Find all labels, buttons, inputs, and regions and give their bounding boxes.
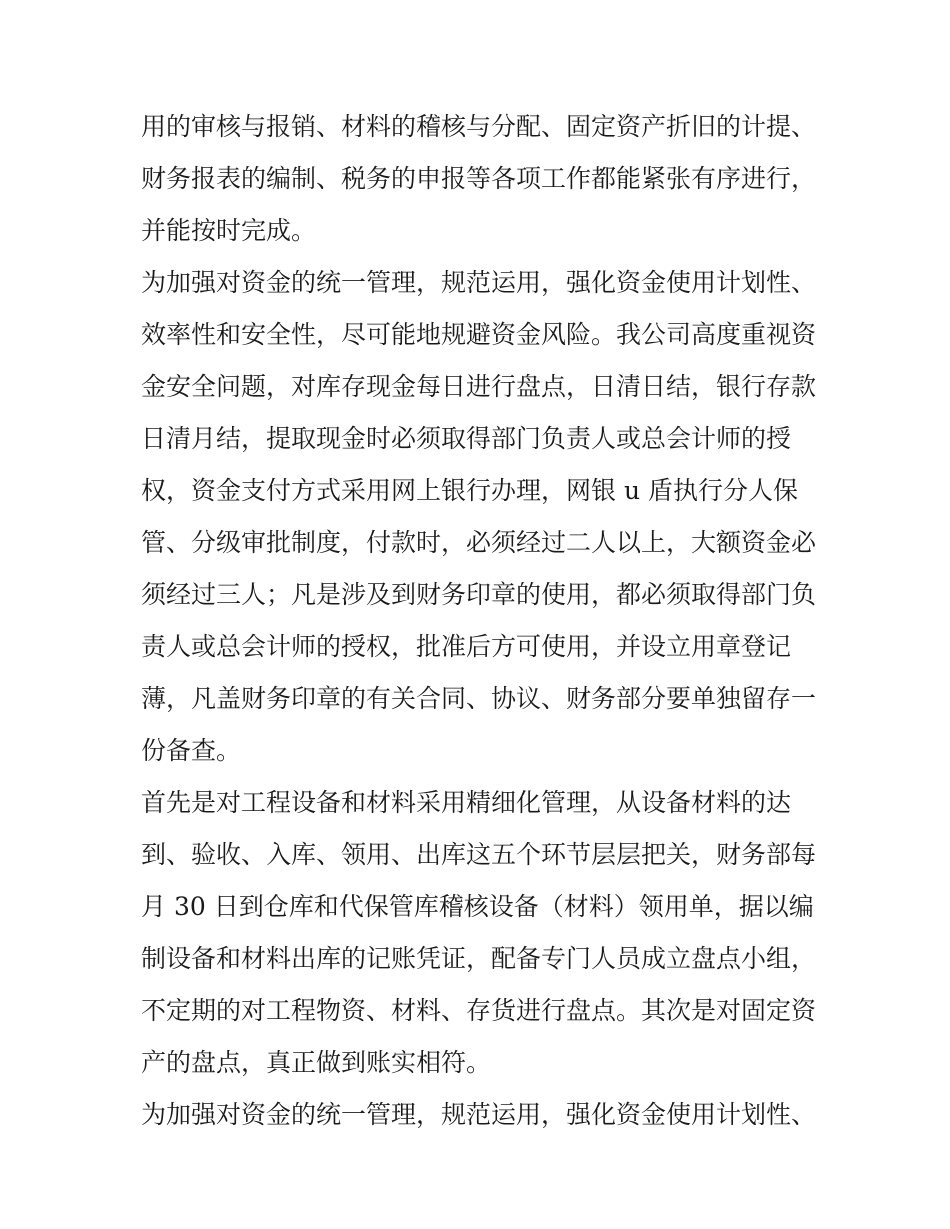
text-line: 份备查。 [141,736,242,765]
text-line: 到、验收、入库、领用、出库这五个环节层层把关，财务部每 [141,840,817,869]
text-line: 薄，凡盖财务印章的有关合同、协议、财务部分要单独留存一 [141,684,817,713]
text-line: 产的盘点，真正做到账实相符。 [141,1048,492,1077]
text-line: 并能按时完成。 [141,216,317,245]
text-line: 不定期的对工程物资、材料、存货进行盘点。其次是对固定资 [141,996,817,1025]
text-line: 财务报表的编制、税务的申报等各项工作都能紧张有序进行， [141,164,817,193]
text-line: 权，资金支付方式采用网上银行办理，网银 u 盾执行分人保 [141,476,798,505]
text-line: 金安全问题，对库存现金每日进行盘点，日清日结，银行存款 [141,372,817,401]
text-line: 管、分级审批制度，付款时，必须经过二人以上，大额资金必 [141,528,817,557]
text-line: 制设备和材料出库的记账凭证，配备专门人员成立盘点小组， [141,944,817,973]
text-line: 须经过三人；凡是涉及到财务印章的使用，都必须取得部门负 [141,580,817,609]
text-line: 用的审核与报销、材料的稽核与分配、固定资产折旧的计提、 [141,112,817,141]
text-line: 月 30 日到仓库和代保管库稽核设备（材料）领用单，据以编 [141,892,814,921]
text-line: 责人或总会计师的授权，批准后方可使用，并设立用章登记 [141,632,792,661]
text-line: 为加强对资金的统一管理，规范运用，强化资金使用计划性、 [141,1100,817,1129]
text-line: 首先是对工程设备和材料采用精细化管理，从设备材料的达 [141,788,792,817]
text-line: 日清月结，提取现金时必须取得部门负责人或总会计师的授 [141,424,792,453]
body-text [141,101,821,1141]
text-line: 为加强对资金的统一管理，规范运用，强化资金使用计划性、 [141,268,817,297]
text-line: 效率性和安全性，尽可能地规避资金风险。我公司高度重视资 [141,320,817,349]
